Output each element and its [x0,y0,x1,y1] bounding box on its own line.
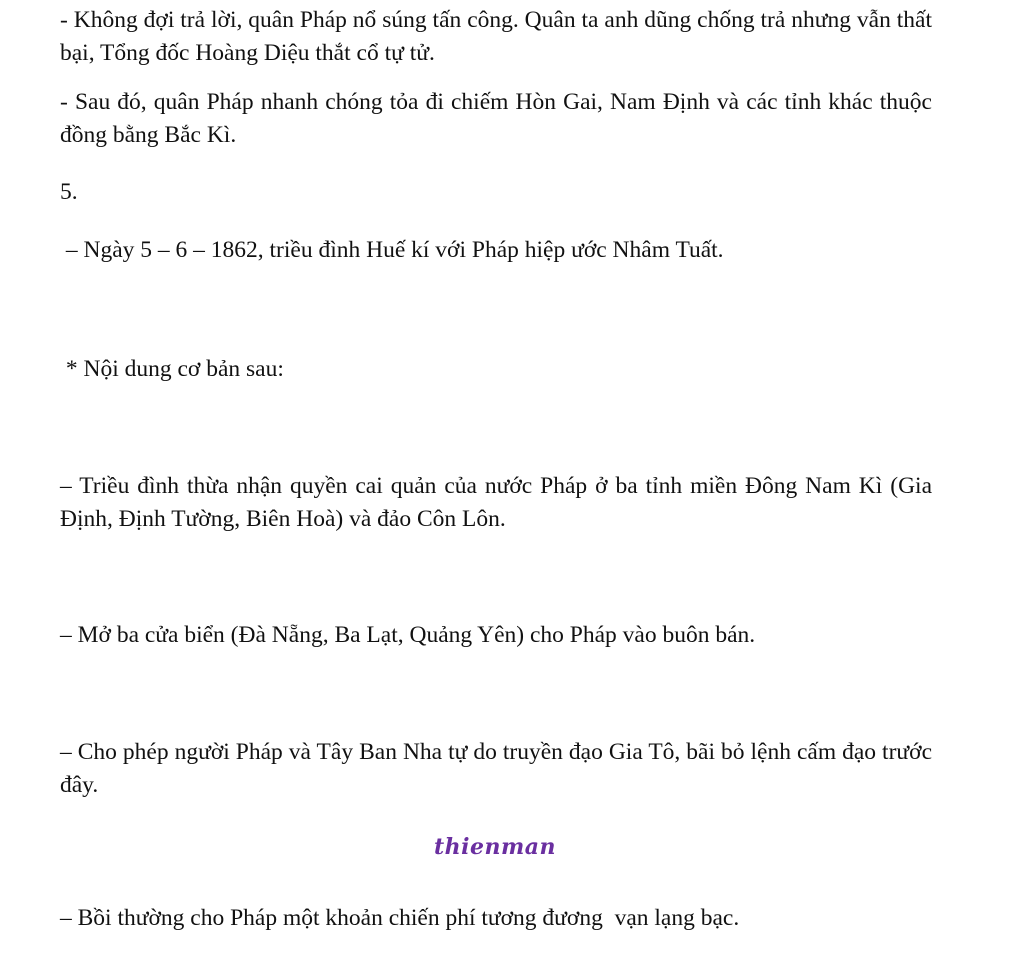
paragraph-point-1: – Triều đình thừa nhận quyền cai quản của nước Pháp ở ba tỉnh miền Đông Nam Kì (Gia Định, Định Tường, Biên Hoà) và đảo Côn Lôn. [60,473,932,532]
paragraph-point-3: – Cho phép người Pháp và Tây Ban Nha tự do truyền đạo Gia Tô, bãi bỏ lệnh cấm đạo trước đây. [60,739,932,798]
paragraph-content-heading: * Nội dung cơ bản sau: [60,356,284,382]
paragraph-treaty-date: – Ngày 5 – 6 – 1862, triều đình Huế kí với Pháp hiệp ước Nhâm Tuất. [60,237,724,263]
paragraph-point-4: – Bồi thường cho Pháp một khoản chiến phí tương đương vạn lạng bạc. [60,905,740,931]
signature-watermark: thienman [433,834,557,860]
paragraph-2: - Sau đó, quân Pháp nhanh chóng tỏa đi chiếm Hòn Gai, Nam Định và các tỉnh khác thuộc đồng bằng Bắc Kì. [60,89,932,148]
paragraph-1: - Không đợi trả lời, quân Pháp nổ súng tấn công. Quân ta anh dũng chống trả nhưng vẫn thất bại, Tổng đốc Hoàng Diệu thắt cổ tự tử. [60,7,932,66]
paragraph-point-2: – Mở ba cửa biển (Đà Nẵng, Ba Lạt, Quảng Yên) cho Pháp vào buôn bán. [60,622,756,648]
section-number: 5. [60,179,78,205]
